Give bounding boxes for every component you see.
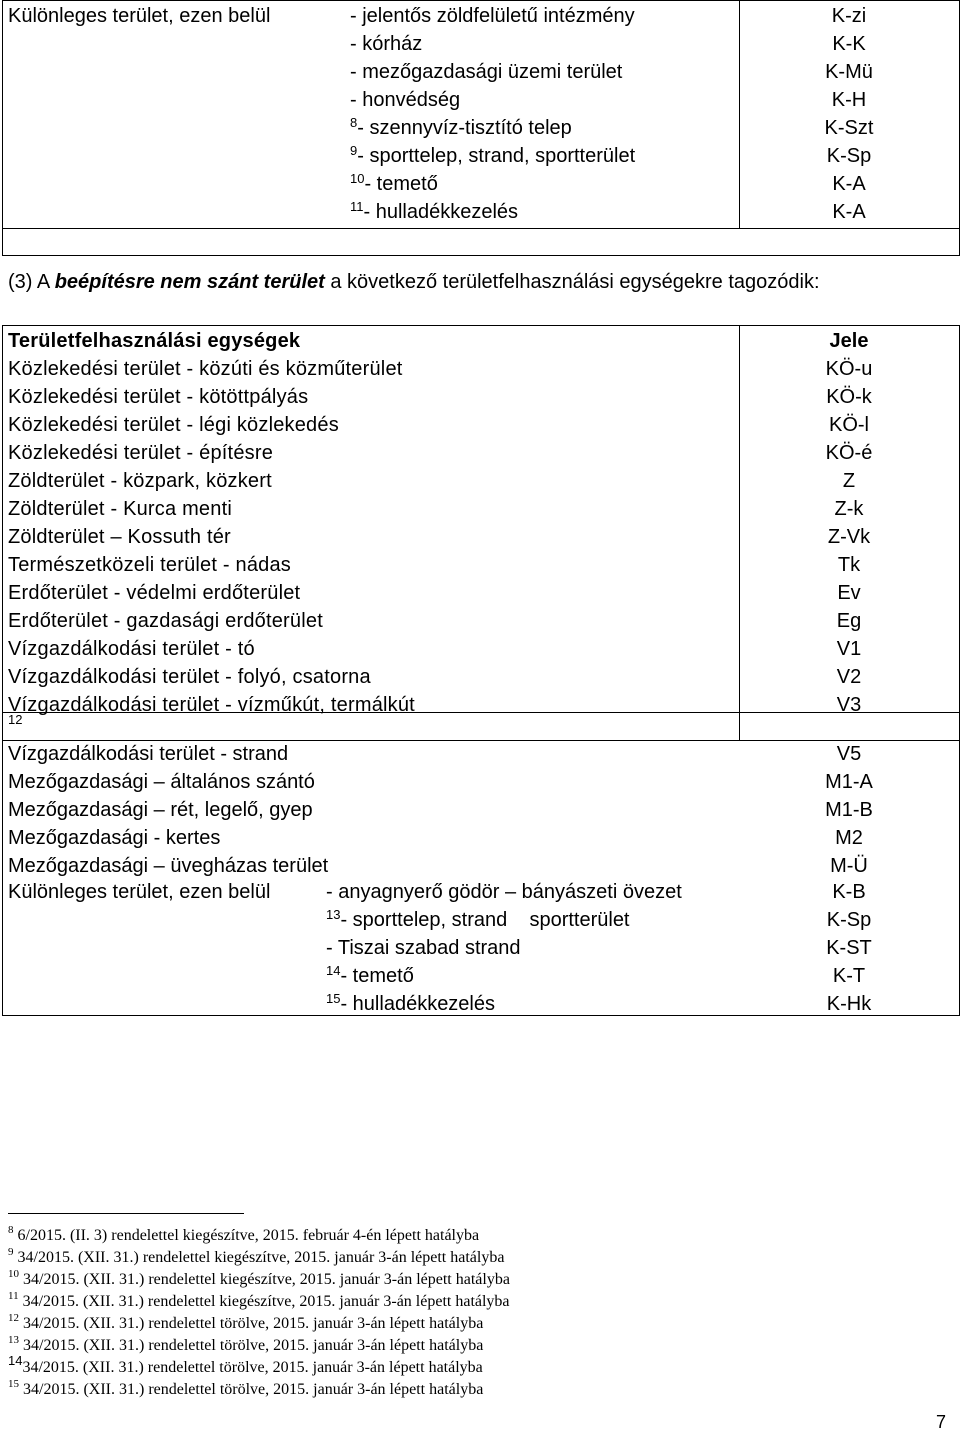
table2-row-name: Erdőterület - gazdasági erdőterület: [8, 610, 323, 632]
table2-name-column: [8, 355, 415, 719]
table2-row-name: Erdőterület - védelmi erdőterület: [8, 582, 301, 604]
table2-row-name: Zöldterület – Kossuth tér: [8, 526, 231, 548]
table1-row-name: $^8$- szennyvíz-tisztító telep: [350, 115, 572, 139]
footnote-item: $^{13}$ 34/2015. (XII. 31.) rendelettel törölve, 2015. január 3-án lépett hatályba: [8, 1334, 484, 1354]
table1-bottom-rule: [2, 228, 960, 229]
footnote-item: $^9$ 34/2015. (XII. 31.) rendelettel kiegészítve, 2015. január 3-án lépett hatályba: [8, 1246, 505, 1266]
footnote-ref: 10: [350, 171, 365, 186]
special-row-name: $^{14}$- temető: [326, 963, 414, 987]
section-3-paragraph: (3) A beépítésre nem szánt terület a következő területfelhasználási egységekre tagozódik:: [8, 271, 820, 293]
table2-code-column-2: [740, 740, 958, 880]
table2-header-left: Területfelhasználási egységek: [8, 330, 301, 352]
table2-row-code: M-Ü: [830, 855, 868, 877]
table1-row-code: K-Sp: [826, 145, 872, 167]
table2-row-name: Mezőgazdasági – üvegházas terület: [8, 855, 329, 877]
special-code-column: [740, 878, 958, 1018]
footnote-number: 9: [8, 1246, 14, 1258]
footnote-number: 15: [8, 1378, 19, 1390]
footnote-ref: 15: [326, 991, 341, 1006]
footnote-ref: 8: [350, 115, 358, 130]
table1-row-code: K-zi: [831, 5, 867, 27]
footnote-ref-12: 12: [8, 712, 23, 727]
table2-row-code: Ev: [837, 582, 861, 604]
table2-row-code: V3: [836, 694, 862, 716]
table2-code-column: [740, 355, 958, 719]
table1-row-name: $^{11}$- hulladékkezelés: [350, 199, 519, 223]
table2-row-code: KÖ-é: [825, 442, 873, 464]
table1-row-name: - kórház: [350, 33, 423, 55]
footnote-item: $^{10}$ 34/2015. (XII. 31.) rendelettel kiegészítve, 2015. január 3-án lépett hatályba: [8, 1268, 510, 1288]
table2-row-code: Tk: [837, 554, 861, 576]
table1-row-code: K-Szt: [824, 117, 874, 139]
table1-name-column: [350, 2, 635, 226]
table2-row-code: M1-B: [825, 799, 873, 821]
footnote-number: 8: [8, 1224, 14, 1236]
table2-row-name: Mezőgazdasági - kertes: [8, 827, 221, 849]
table1-row-name: $^{10}$- temető: [350, 171, 438, 195]
special-row-code: K-T: [832, 965, 866, 987]
table2-row-code: Z: [842, 470, 856, 492]
table1-row-code: K-H: [831, 89, 867, 111]
special-row-code: K-B: [832, 881, 866, 903]
footnote-item: $^{12}$ 34/2015. (XII. 31.) rendelettel törölve, 2015. január 3-án lépett hatályba: [8, 1312, 484, 1332]
special-row-name: - anyagnyerő gödör – bányászeti övezet: [326, 881, 682, 903]
table2-name-column-2: [8, 740, 328, 880]
table2-row-code: M1-A: [825, 771, 873, 793]
table1-row-code: K-A: [832, 173, 866, 195]
footnote-ref: 14: [326, 963, 341, 978]
special-row-name: - Tiszai szabad strand: [326, 937, 521, 959]
table2-row-code: Z-k: [834, 498, 864, 520]
special-area-label: Különleges terület, ezen belül: [8, 881, 271, 903]
table2-row-code: V1: [836, 638, 862, 660]
footnote-number: 12: [8, 1312, 19, 1324]
table1-code-column: [740, 2, 958, 226]
table2-row-name: Vízgazdálkodási terület - folyó, csatorna: [8, 666, 371, 688]
special-row-code: K-Sp: [826, 909, 872, 931]
footnote-ref: 9: [350, 143, 358, 158]
table2-row-name: Közlekedési terület - légi közlekedés: [8, 414, 339, 436]
special-row-code: K-Hk: [826, 993, 872, 1015]
table1-row-name: - jelentős zöldfelületű intézmény: [350, 5, 635, 27]
table2-row-name: Természetközeli terület - nádas: [8, 554, 291, 576]
table2-row-name: Zöldterület - közpark, közkert: [8, 470, 272, 492]
special-name-column: [326, 906, 630, 1018]
special-row-code: K-ST: [826, 937, 872, 959]
table2-row-code: KÖ-l: [829, 414, 869, 436]
table2-row-name: Vízgazdálkodási terület - strand: [8, 743, 289, 765]
table2-row-name: Zöldterület - Kurca menti: [8, 498, 232, 520]
footnote-item: $^{15}$ 34/2015. (XII. 31.) rendelettel törölve, 2015. január 3-án lépett hatályba: [8, 1378, 484, 1398]
footnote-number: 11: [8, 1290, 19, 1302]
table2-row-code: M2: [835, 827, 863, 849]
table1-row-name: - honvédség: [350, 89, 461, 111]
table2-row-name: Mezőgazdasági – általános szántó: [8, 771, 315, 793]
special-row-name: $^{15}$- hulladékkezelés: [326, 991, 495, 1015]
table2-row-name: Közlekedési terület - közúti és közműterület: [8, 358, 403, 380]
footnote-number: 14: [8, 1353, 23, 1368]
footnote-item: $^8$ 6/2015. (II. 3) rendelettel kiegészítve, 2015. február 4-én lépett hatályba: [8, 1224, 480, 1244]
special-row-name: $^{13}$- sporttelep, strand sportterület: [326, 907, 630, 931]
footnote-item: $^{11}$ 34/2015. (XII. 31.) rendelettel kiegészítve, 2015. január 3-án lépett hatályba: [8, 1290, 510, 1310]
table2-row-code: Eg: [836, 610, 862, 632]
table2-row-code: Z-Vk: [827, 526, 871, 548]
table2-row-name: Közlekedési terület - kötöttpályás: [8, 386, 309, 408]
footnote-ref: 13: [326, 907, 341, 922]
table1-left-label: Különleges terület, ezen belül: [8, 5, 271, 27]
table2-row-name: Vízgazdálkodási terület - vízműkút, termálkút: [8, 694, 415, 716]
table2-row-code: V2: [836, 666, 862, 688]
footnote-separator: [8, 1213, 244, 1214]
footnotes: [8, 1225, 510, 1401]
table2-row-name: Mezőgazdasági – rét, legelő, gyep: [8, 799, 313, 821]
page-number: 7: [936, 1412, 947, 1432]
table2-row-code: KÖ-k: [826, 386, 872, 408]
table2-row-name: Vízgazdálkodási terület - tó: [8, 638, 255, 660]
table1-row-code: K-K: [832, 33, 866, 55]
table1-row-name: $^9$- sporttelep, strand, sportterület: [350, 143, 636, 167]
table2-row-code: KÖ-u: [825, 358, 873, 380]
table1-row-name: - mezőgazdasági üzemi terület: [350, 61, 623, 83]
footnote-number: 13: [8, 1334, 19, 1346]
footnote-ref: 11: [350, 199, 364, 214]
footnote-number: 10: [8, 1268, 19, 1280]
footnote-item: $^{14}$34/2015. (XII. 31.) rendelettel törölve, 2015. január 3-án lépett hatályba: [8, 1353, 483, 1376]
table1-row-code: K-Mü: [825, 61, 873, 83]
table1-row-code: K-A: [832, 201, 866, 223]
table2-row-name: Közlekedési terület - építésre: [8, 442, 274, 464]
table2-row-code: V5: [836, 743, 862, 765]
table2-header-right: Jele: [829, 330, 869, 352]
